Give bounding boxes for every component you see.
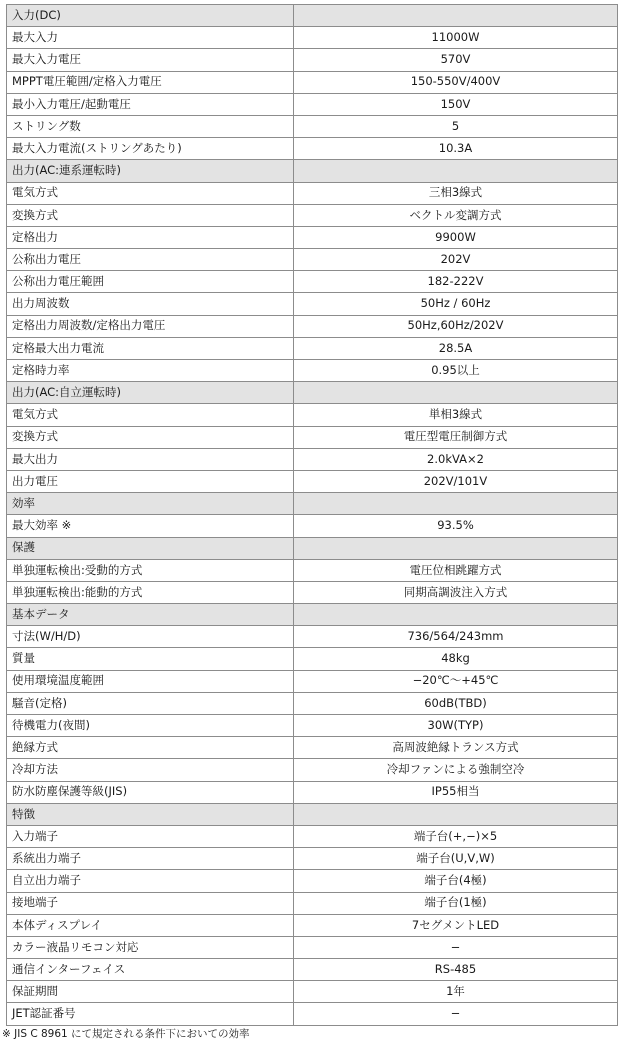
spec-label: 最大出力 <box>7 448 294 470</box>
table-row <box>7 115 618 137</box>
table-row <box>7 781 618 803</box>
spec-value: 182-222V <box>294 271 618 293</box>
spec-value: 電圧位相跳躍方式 <box>294 559 618 581</box>
table-row <box>7 626 618 648</box>
table-row <box>7 914 618 936</box>
section-title: 入力(DC) <box>7 5 294 27</box>
table-row <box>7 981 618 1003</box>
spec-label: 変換方式 <box>7 426 294 448</box>
spec-value: 0.95以上 <box>294 360 618 382</box>
spec-label: 最小入力電圧/起動電圧 <box>7 93 294 115</box>
spec-value: 60dB(TBD) <box>294 692 618 714</box>
table-row <box>7 670 618 692</box>
table-row <box>7 870 618 892</box>
section-value-cell <box>294 160 618 182</box>
spec-value: 202V/101V <box>294 470 618 492</box>
spec-label: 単独運転検出:能動的方式 <box>7 581 294 603</box>
spec-value: −20℃〜+45℃ <box>294 670 618 692</box>
table-row <box>7 426 618 448</box>
spec-label: 騒音(定格) <box>7 692 294 714</box>
table-row <box>7 293 618 315</box>
spec-label: 最大入力電流(ストリングあたり) <box>7 138 294 160</box>
section-header-row <box>7 537 618 559</box>
spec-value: 2.0kVA×2 <box>294 448 618 470</box>
spec-value: 48kg <box>294 648 618 670</box>
spec-label: 入力端子 <box>7 825 294 847</box>
spec-table-body <box>7 5 618 1026</box>
table-row <box>7 93 618 115</box>
spec-label: 絶縁方式 <box>7 737 294 759</box>
section-title: 効率 <box>7 493 294 515</box>
section-title: 保護 <box>7 537 294 559</box>
spec-label: 質量 <box>7 648 294 670</box>
table-row <box>7 27 618 49</box>
section-header-row <box>7 493 618 515</box>
section-value-cell <box>294 537 618 559</box>
spec-value: 28.5A <box>294 337 618 359</box>
table-row <box>7 959 618 981</box>
spec-value: 736/564/243mm <box>294 626 618 648</box>
spec-label: 使用環境温度範囲 <box>7 670 294 692</box>
spec-value: RS-485 <box>294 959 618 981</box>
spec-label: 自立出力端子 <box>7 870 294 892</box>
spec-value: ベクトル変調方式 <box>294 204 618 226</box>
table-row <box>7 138 618 160</box>
spec-value: 202V <box>294 249 618 271</box>
table-row <box>7 71 618 93</box>
table-row <box>7 448 618 470</box>
spec-label: 定格最大出力電流 <box>7 337 294 359</box>
spec-label: 待機電力(夜間) <box>7 715 294 737</box>
table-row <box>7 1003 618 1025</box>
section-value-cell <box>294 803 618 825</box>
spec-label: カラー液晶リモコン対応 <box>7 936 294 958</box>
table-row <box>7 692 618 714</box>
spec-label: 本体ディスプレイ <box>7 914 294 936</box>
spec-value: 93.5% <box>294 515 618 537</box>
table-row <box>7 936 618 958</box>
section-value-cell <box>294 493 618 515</box>
table-row <box>7 825 618 847</box>
spec-label: 接地端子 <box>7 892 294 914</box>
spec-value: IP55相当 <box>294 781 618 803</box>
spec-value: 7セグメントLED <box>294 914 618 936</box>
table-row <box>7 737 618 759</box>
spec-value: 端子台(+,−)×5 <box>294 825 618 847</box>
spec-value: 単相3線式 <box>294 404 618 426</box>
spec-label: 定格出力 <box>7 226 294 248</box>
table-row <box>7 360 618 382</box>
spec-value: 電圧型電圧制御方式 <box>294 426 618 448</box>
spec-value: − <box>294 936 618 958</box>
spec-value: 端子台(4極) <box>294 870 618 892</box>
spec-label: 公称出力電圧範囲 <box>7 271 294 293</box>
spec-value: 三相3線式 <box>294 182 618 204</box>
spec-label: 出力周波数 <box>7 293 294 315</box>
table-row <box>7 581 618 603</box>
spec-value: 11000W <box>294 27 618 49</box>
spec-value: 冷却ファンによる強制空冷 <box>294 759 618 781</box>
table-row <box>7 470 618 492</box>
spec-label: 最大入力電圧 <box>7 49 294 71</box>
section-header-row <box>7 382 618 404</box>
section-header-row <box>7 160 618 182</box>
spec-label: MPPT電圧範囲/定格入力電圧 <box>7 71 294 93</box>
spec-value: 10.3A <box>294 138 618 160</box>
spec-label: JET認証番号 <box>7 1003 294 1025</box>
spec-label: 出力電圧 <box>7 470 294 492</box>
section-header-row <box>7 5 618 27</box>
spec-label: 最大入力 <box>7 27 294 49</box>
spec-value: 50Hz,60Hz/202V <box>294 315 618 337</box>
spec-value: 50Hz / 60Hz <box>294 293 618 315</box>
table-row <box>7 404 618 426</box>
table-row <box>7 315 618 337</box>
spec-value: 5 <box>294 115 618 137</box>
table-row <box>7 715 618 737</box>
table-row <box>7 49 618 71</box>
spec-table-container <box>6 4 618 1026</box>
spec-label: 電気方式 <box>7 404 294 426</box>
spec-label: 単独運転検出:受動的方式 <box>7 559 294 581</box>
section-value-cell <box>294 382 618 404</box>
table-row <box>7 226 618 248</box>
spec-label: 保証期間 <box>7 981 294 1003</box>
section-title: 基本データ <box>7 604 294 626</box>
spec-value: 1年 <box>294 981 618 1003</box>
spec-label: 定格時力率 <box>7 360 294 382</box>
spec-label: 通信インターフェイス <box>7 959 294 981</box>
spec-value: 同期高調波注入方式 <box>294 581 618 603</box>
spec-value: 30W(TYP) <box>294 715 618 737</box>
spec-value: 高周波絶縁トランス方式 <box>294 737 618 759</box>
spec-label: 冷却方法 <box>7 759 294 781</box>
spec-value: 570V <box>294 49 618 71</box>
table-row <box>7 204 618 226</box>
spec-table <box>6 4 618 1026</box>
spec-label: 公称出力電圧 <box>7 249 294 271</box>
spec-value: 端子台(U,V,W) <box>294 848 618 870</box>
table-row <box>7 848 618 870</box>
footnote: ※ JIS C 8961 にて規定される条件下においての効率 <box>2 1028 250 1040</box>
table-row <box>7 271 618 293</box>
spec-label: 防水防塵保護等級(JIS) <box>7 781 294 803</box>
table-row <box>7 559 618 581</box>
table-row <box>7 182 618 204</box>
table-row <box>7 648 618 670</box>
spec-label: 定格出力周波数/定格出力電圧 <box>7 315 294 337</box>
section-title: 特徴 <box>7 803 294 825</box>
spec-value: 端子台(1極) <box>294 892 618 914</box>
section-title: 出力(AC:連系運転時) <box>7 160 294 182</box>
table-row <box>7 249 618 271</box>
table-row <box>7 337 618 359</box>
spec-label: 系統出力端子 <box>7 848 294 870</box>
spec-value: − <box>294 1003 618 1025</box>
table-row <box>7 515 618 537</box>
spec-value: 150V <box>294 93 618 115</box>
spec-label: 変換方式 <box>7 204 294 226</box>
section-header-row <box>7 803 618 825</box>
spec-label: 電気方式 <box>7 182 294 204</box>
table-row <box>7 892 618 914</box>
spec-label: 寸法(W/H/D) <box>7 626 294 648</box>
spec-value: 150-550V/400V <box>294 71 618 93</box>
spec-value: 9900W <box>294 226 618 248</box>
spec-label: ストリング数 <box>7 115 294 137</box>
section-value-cell <box>294 5 618 27</box>
spec-label: 最大効率 ※ <box>7 515 294 537</box>
section-title: 出力(AC:自立運転時) <box>7 382 294 404</box>
section-value-cell <box>294 604 618 626</box>
section-header-row <box>7 604 618 626</box>
table-row <box>7 759 618 781</box>
